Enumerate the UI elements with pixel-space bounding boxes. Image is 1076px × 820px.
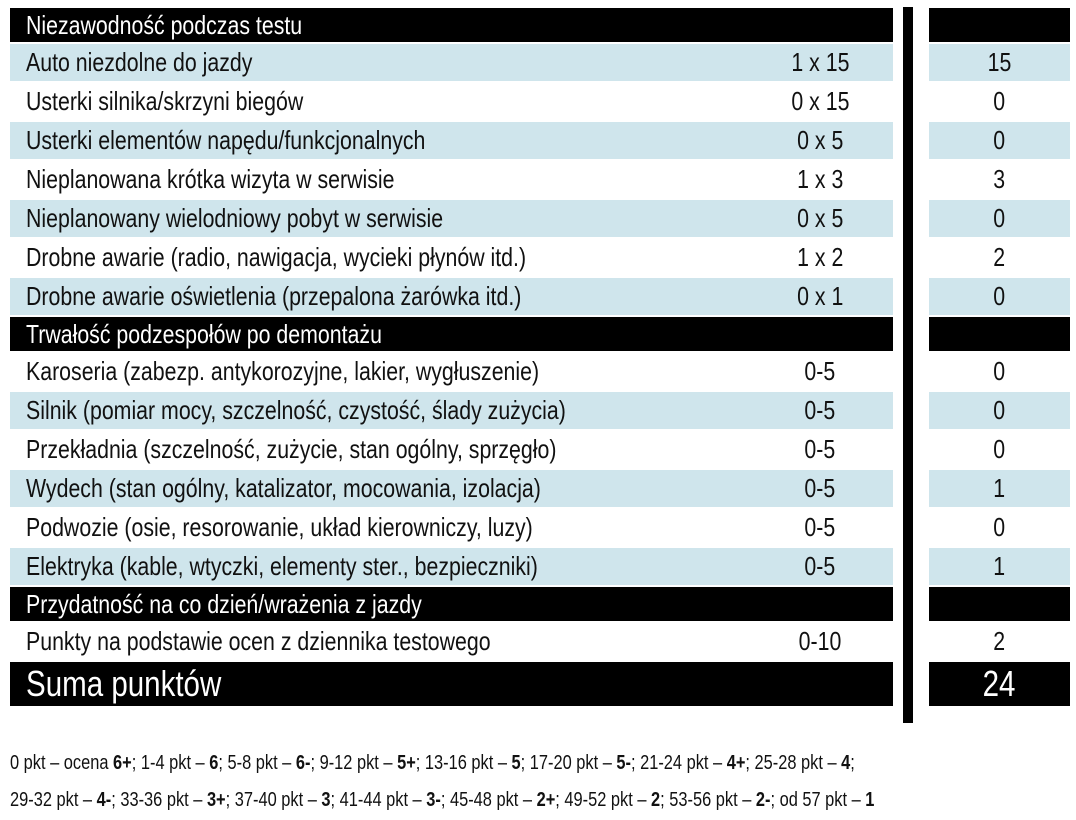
legend-range: 5-8 pkt – [227, 752, 296, 774]
row-score [929, 83, 1070, 120]
legend-grade: 1 [865, 789, 875, 811]
row-formula [740, 392, 900, 429]
legend-separator: ; [440, 789, 450, 811]
total-score [929, 662, 1070, 706]
legend-grade: 6 [209, 752, 219, 774]
legend-range: 25-28 pkt – [754, 752, 842, 774]
total-label [10, 662, 893, 706]
row-label-text: Drobne awarie (radio, nawigacja, wycieki płynów itd.) [26, 242, 527, 272]
row-label-text: Drobne awarie oświetlenia (przepalona żarówka itd.) [26, 281, 522, 311]
row-formula [740, 122, 900, 159]
row-score-text: 0 [993, 395, 1006, 425]
row-label-text: Punkty na podstawie ocen z dziennika testowego [26, 626, 491, 656]
row-score [929, 200, 1070, 237]
row-label-text: Podwozie (osie, resorowanie, układ kierowniczy, luzy) [26, 512, 533, 542]
row-formula [740, 623, 900, 660]
row-formula-text: 0-10 [798, 626, 842, 656]
row-formula [740, 509, 900, 546]
legend-separator: ; [660, 789, 670, 811]
legend-separator: ; [310, 752, 320, 774]
row-score [929, 161, 1070, 198]
legend-separator: ; [555, 789, 565, 811]
section-title-text: Niezawodność podczas testu [26, 10, 303, 40]
legend-separator: ; [330, 789, 340, 811]
row-formula [740, 353, 900, 390]
row-score [929, 431, 1070, 468]
legend-grade: 2- [755, 789, 771, 811]
row-score-text: 0 [993, 125, 1006, 155]
row-formula [740, 83, 900, 120]
row-formula [740, 431, 900, 468]
row-formula-text: 0-5 [804, 356, 836, 386]
row-formula-text: 0-5 [804, 512, 836, 542]
legend-range: 49-52 pkt – [564, 789, 652, 811]
legend-grade: 5+ [397, 752, 416, 774]
legend-grade: 5 [511, 752, 521, 774]
section-title [10, 587, 893, 621]
row-label-text: Przekładnia (szczelność, zużycie, stan ogólny, sprzęgło) [26, 434, 557, 464]
legend-range: 45-48 pkt – [449, 789, 537, 811]
row-formula-text: 0 x 5 [796, 125, 844, 155]
row-formula [740, 548, 900, 585]
legend-grade: 6- [295, 752, 311, 774]
legend-separator: ; [218, 752, 228, 774]
legend-grade: 3- [426, 789, 441, 811]
row-score [929, 509, 1070, 546]
row-label-text: Nieplanowany wielodniowy pobyt w serwisie [26, 203, 444, 233]
row-score-text: 1 [993, 551, 1006, 581]
row-formula [740, 470, 900, 507]
section-score-cell [929, 587, 1070, 621]
row-formula-text: 0-5 [804, 395, 836, 425]
row-label-text: Usterki elementów napędu/funkcjonalnych [26, 125, 426, 155]
legend-grade: 4+ [726, 752, 746, 774]
row-label-text: Silnik (pomiar mocy, szczelność, czystość, ślady zużycia) [26, 395, 566, 425]
legend-text [10, 789, 874, 812]
row-score [929, 548, 1070, 585]
legend-range: 29-32 pkt – [10, 789, 97, 811]
legend-grade: 2+ [536, 789, 556, 811]
row-formula-text: 0-5 [804, 473, 836, 503]
row-score-text: 1 [993, 473, 1006, 503]
legend-separator: ; [131, 752, 141, 774]
row-score-text: 2 [993, 242, 1006, 272]
row-score-text: 0 [993, 203, 1006, 233]
row-label-text: Karoseria (zabezp. antykorozyjne, lakier, wygłuszenie) [26, 356, 540, 386]
legend-separator: ; [111, 789, 121, 811]
legend-range: 33-36 pkt – [120, 789, 207, 811]
column-divider [903, 7, 913, 723]
row-formula-text: 1 x 3 [796, 164, 844, 194]
section-title [10, 317, 893, 351]
row-label-text: Usterki silnika/skrzyni biegów [26, 86, 304, 116]
grade-legend-line-2 [10, 789, 1070, 812]
row-score [929, 353, 1070, 390]
legend-text [10, 752, 855, 775]
row-formula [740, 161, 900, 198]
row-score-text: 0 [993, 434, 1006, 464]
legend-grade: 2 [651, 789, 661, 811]
row-formula-text: 0 x 5 [796, 203, 844, 233]
legend-separator: ; [520, 752, 530, 774]
total-score-text: 24 [983, 663, 1016, 704]
legend-range: 21-24 pkt – [640, 752, 727, 774]
row-score [929, 239, 1070, 276]
row-score [929, 470, 1070, 507]
row-formula-text: 0 x 1 [796, 281, 844, 311]
row-score-text: 0 [993, 512, 1006, 542]
section-title [10, 8, 893, 42]
row-score [929, 623, 1070, 660]
legend-separator: ; [630, 752, 641, 774]
row-formula [740, 278, 900, 315]
row-score [929, 122, 1070, 159]
row-formula [740, 200, 900, 237]
row-score-text: 3 [993, 164, 1006, 194]
grade-legend-line-1 [10, 752, 1070, 775]
row-score [929, 392, 1070, 429]
total-label-text: Suma punktów [26, 663, 222, 704]
legend-separator: ; [850, 752, 855, 774]
row-score-text: 2 [993, 626, 1006, 656]
row-score [929, 44, 1070, 81]
row-formula [740, 44, 900, 81]
legend-range: od 57 pkt – [779, 789, 866, 811]
section-score-cell [929, 8, 1070, 42]
legend-range: 13-16 pkt – [424, 752, 512, 774]
legend-grade: 4- [96, 789, 112, 811]
legend-range: 17-20 pkt – [529, 752, 617, 774]
row-label-text: Wydech (stan ogólny, katalizator, mocowania, izolacja) [26, 473, 541, 503]
legend-grade: 5- [616, 752, 631, 774]
legend-grade: 3+ [206, 789, 226, 811]
legend-separator: ; [225, 789, 235, 811]
legend-grade: 6+ [113, 752, 132, 774]
legend-range: 0 pkt – ocena [10, 752, 114, 774]
row-formula-text: 0 x 15 [790, 86, 850, 116]
row-score-text: 0 [993, 86, 1006, 116]
legend-range: 37-40 pkt – [234, 789, 322, 811]
row-score-text: 0 [993, 356, 1006, 386]
legend-separator: ; [415, 752, 425, 774]
row-formula-text: 0-5 [804, 434, 836, 464]
row-score [929, 278, 1070, 315]
legend-grade: 4 [841, 752, 851, 774]
legend-range: 1-4 pkt – [140, 752, 210, 774]
legend-separator: ; [745, 752, 755, 774]
row-label-text: Nieplanowana krótka wizyta w serwisie [26, 164, 395, 194]
row-label-text: Auto niezdolne do jazdy [26, 47, 253, 77]
row-formula [740, 239, 900, 276]
legend-range: 41-44 pkt – [339, 789, 427, 811]
legend-grade: 3 [321, 789, 331, 811]
row-score-text: 15 [987, 47, 1012, 77]
legend-range: 53-56 pkt – [669, 789, 756, 811]
row-formula-text: 1 x 2 [796, 242, 844, 272]
score-table [10, 7, 1070, 707]
section-score-cell [929, 317, 1070, 351]
legend-range: 9-12 pkt – [319, 752, 398, 774]
row-formula-text: 1 x 15 [790, 47, 850, 77]
section-title-text: Przydatność na co dzień/wrażenia z jazdy [26, 589, 422, 619]
legend-separator: ; [770, 789, 780, 811]
row-formula-text: 0-5 [804, 551, 836, 581]
row-label-text: Elektryka (kable, wtyczki, elementy ster., bezpieczniki) [26, 551, 538, 581]
row-score-text: 0 [993, 281, 1006, 311]
section-title-text: Trwałość podzespołów po demontażu [26, 319, 382, 349]
